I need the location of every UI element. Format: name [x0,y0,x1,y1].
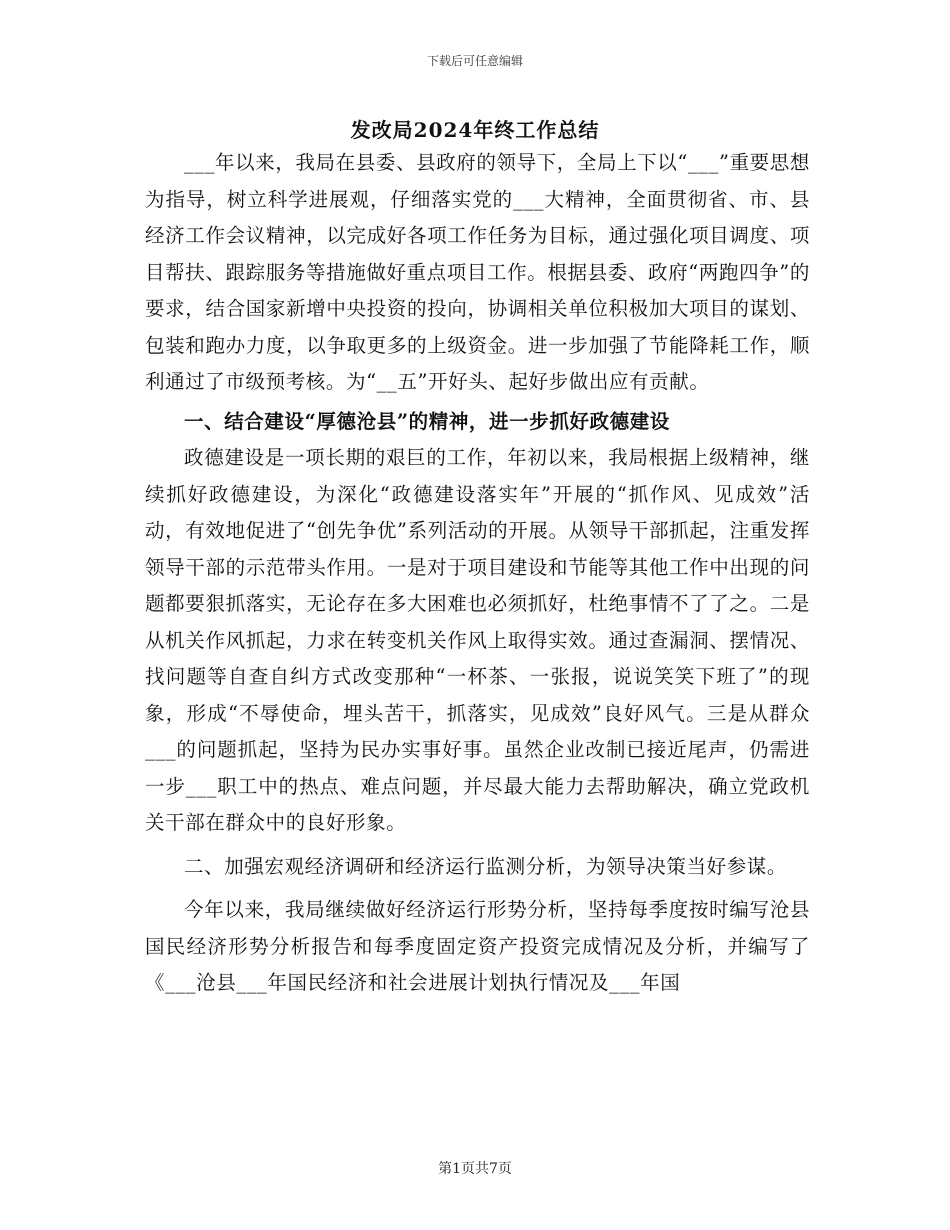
paragraph-economy: 今年以来，我局继续做好经济运行形势分析，坚持每季度按时编写沧县国民经济形势分析报告和每季度固定资产投资完成情况及分析，并编写了《___沧县___年国民经济和社会进展计划执行情况及___年国 [145,898,810,994]
document-body [145,145,810,1002]
header-note: 下载后可任意编辑 [426,54,523,68]
page-footer: 第1页共7页 [438,1161,512,1177]
section-heading-1: 一、结合建设“厚德沧县”的精神，进一步抓好政德建设 [184,409,670,433]
paragraph-ethics: 政德建设是一项长期的艰巨的工作，年初以来，我局根据上级精神，继续抓好政德建设，为深化“政德建设落实年”开展的“抓作风、见成效”活动，有效地促进了“创先争优”系列活动的开展。从领导干部抓起，注重发挥领导干部的示范带头作用。一是对于项目建设和节能等其他工作中出现的问题都要狠抓落实，无论存在多大困难也必须抓好，杜绝事情不了了之。二是从机关作风抓起，力求在转变机关作风上取得实效。通过查漏洞、摆情况、找问题等自查自纠方式改变那种“一杯茶、一张报，说说笑笑下班了”的现象，形成“不辱使命，埋头苦干，抓落实，见成效”良好风气。三是从群众___的问题抓起，坚持为民办实事好事。虽然企业改制已接近尾声，仍需进一步___职工中的热点、难点问题，并尽最大能力去帮助解决，确立党政机关干部在群众中的良好形象。 [145,446,810,834]
document-title: 发改局2024年终工作总结 [350,118,600,142]
section-heading-2: 二、加强宏观经济调研和经济运行监测分析，为领导决策当好参谋。 [184,854,788,878]
paragraph-intro: ___年以来，我局在县委、县政府的领导下，全局上下以“___”重要思想为指导，树立科学进展观，仔细落实党的___大精神，全面贯彻省、市、县经济工作会议精神，以完成好各项工作任务为目标，通过强化项目调度、项目帮扶、跟踪服务等措施做好重点项目工作。根据县委、政府“两跑四争”的要求，结合国家新增中央投资的投向，协调相关单位积极加大项目的谋划、包装和跑办力度，以争取更多的上级资金。进一步加强了节能降耗工作，顺利通过了市级预考核。为“__五”开好头、起好步做出应有贡献。 [145,151,810,393]
